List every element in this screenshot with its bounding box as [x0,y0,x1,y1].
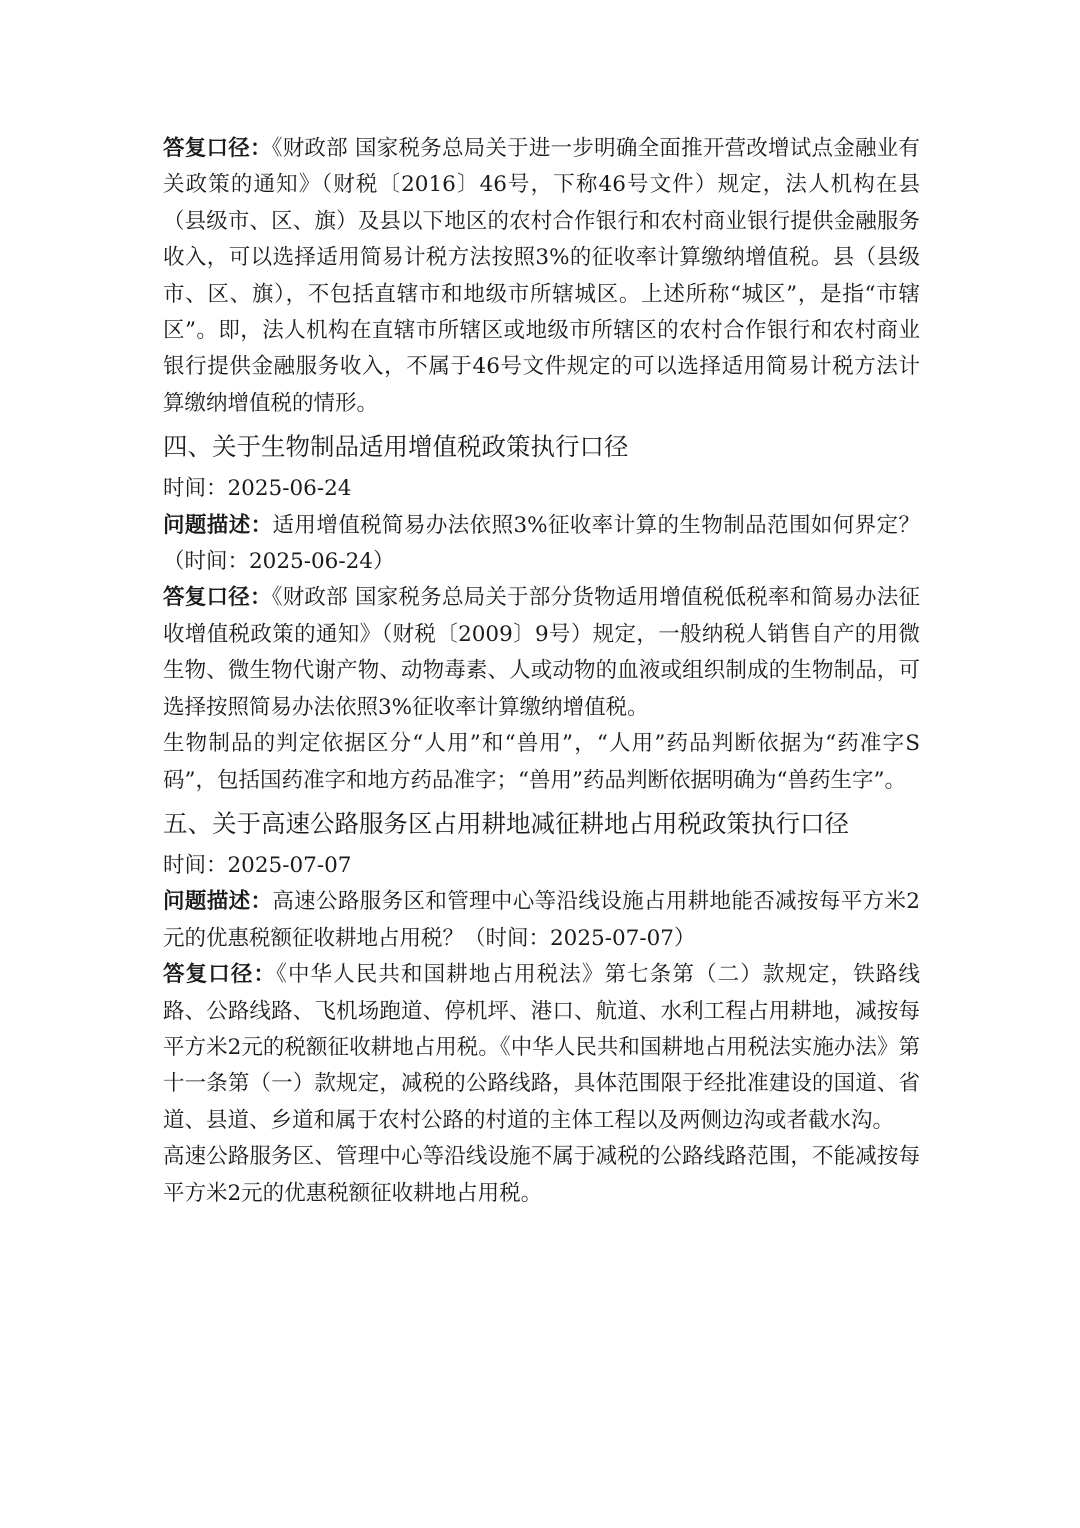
section5-answer [163,957,920,1139]
section4-note: 生物制品的判定依据区分“人用”和“兽用”，“人用”药品判断依据为“药准字S码”，包括国药准字和地方药品准字；“兽用”药品判断依据明确为“兽药生字”。 [163,731,920,793]
section4-question [163,508,920,581]
section5-heading: 五、关于高速公路服务区占用耕地减征耕地占用税政策执行口径 [163,808,849,838]
section5-conclusion: 高速公路服务区、管理中心等沿线设施不属于减税的公路线路范围，不能减按每平方米2元的优惠税额征收耕地占用税。 [163,1144,920,1206]
section5-time: 时间：2025-07-07 [163,852,352,878]
section3-answer [163,131,920,422]
section5-question [163,884,920,957]
question-label: 问题描述： [163,889,273,915]
question-label: 问题描述： [163,512,273,538]
question-text: 适用增值税简易办法依照3%征收率计算的生物制品范围如何界定？（时间：2025-06-24） [163,512,920,575]
answer-label: 答复口径： [163,585,272,611]
answer-label: 答复口径： [163,962,277,988]
section4-answer [163,580,920,726]
answer-text: 《中华人民共和国耕地占用税法》第七条第（二）款规定，铁路线路、公路线路、飞机场跑道、停机坪、港口、航道、水利工程占用耕地，减按每平方米2元的税额征收耕地占用税。《中华人民共和国耕地占用税法实施办法》第十一条第（一）款规定，减税的公路线路，具体范围限于经批准建设的国道、省道、县道、乡道和属于农村公路的村道的主体工程以及两侧边沟或者截水沟。 [163,962,920,1133]
answer-label: 答复口径： [163,136,272,161]
section4-heading: 四、关于生物制品适用增值税政策执行口径 [163,432,629,462]
answer-text: 《财政部 国家税务总局关于进一步明确全面推开营改增试点金融业有关政策的通知》（财税〔2016〕46号，下称46号文件）规定，法人机构在县（县级市、区、旗）及县以下地区的农村合作银行和农村商业银行提供金融服务收入，可以选择适用简易计税方法按照3%的征收率计算缴纳增值税。县（县级市、区、旗），不包括直辖市和地级市所辖城区。上述所称“城区”，是指“市辖区”。即，法人机构在直辖市所辖区或地级市所辖区的农村合作银行和农村商业银行提供金融服务收入，不属于46号文件规定的可以选择适用简易计税方法计算缴纳增值税的情形。 [163,136,920,416]
answer-text: 《财政部 国家税务总局关于部分货物适用增值税低税率和简易办法征收增值税政策的通知》（财税〔2009〕9号）规定，一般纳税人销售自产的用微生物、微生物代谢产物、动物毒素、人或动物的血液或组织制成的生物制品，可选择按照简易办法依照3%征收率计算缴纳增值税。 [163,585,920,720]
section4-time: 时间：2025-06-24 [163,476,352,502]
question-text: 高速公路服务区和管理中心等沿线设施占用耕地能否减按每平方米2元的优惠税额征收耕地占用税？（时间：2025-07-07） [163,889,920,951]
